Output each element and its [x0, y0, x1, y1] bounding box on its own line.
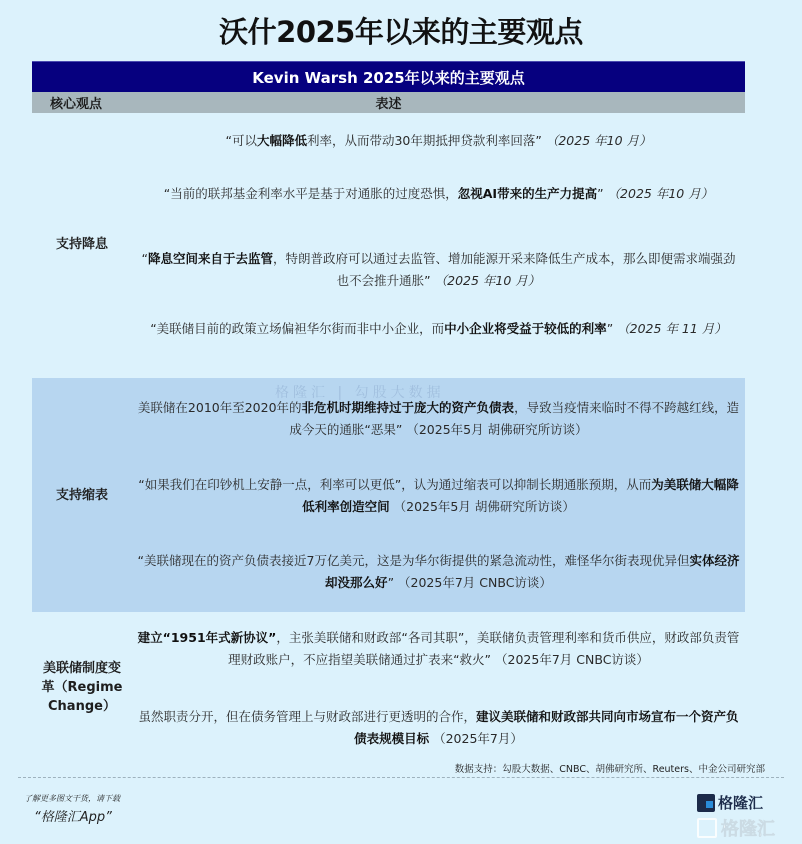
- statement-highlight: 中小企业将受益于较低的利率: [444, 321, 607, 336]
- statement-date: （2025年7月 CNBC访谈）: [398, 575, 552, 590]
- data-source-note: 数据支持：勾股大数据、CNBC、胡佛研究所、Reuters、中金公司研究部: [454, 764, 765, 775]
- statement-date: （2025 年 11 月）: [617, 321, 727, 336]
- statement-item: 美联储在2010年至2020年的非危机时期维持过于庞大的资产负债表，导致当疫情来临时不得不跨越红线，造成今天的通胀“恶果” （2025年5月 胡佛研究所访谈）: [137, 400, 740, 437]
- statement-item: 建立“1951年式新协议”，主张美联储和财政部“各司其职”，美联储负责管理利率和货币供应，财政部负责管理财政账户，不应指望美联储通过扩表来“救火” （2025年7月 CNBC访谈）: [137, 630, 740, 667]
- background-watermark: 格隆汇 | 勾股大数据: [275, 385, 445, 401]
- statement-item: 虽然职责分开，但在债务管理上与财政部进行更透明的合作，建议美联储和财政部共同向市场宣布一个资产负债表规模目标 （2025年7月）: [138, 709, 739, 746]
- section-support-rate-cut: [32, 113, 745, 378]
- statement-highlight: 降息空间来自于去监管: [147, 251, 273, 266]
- watermark-text: 格隆汇: [721, 819, 775, 840]
- watermark-g-icon: [697, 818, 717, 838]
- logo-g-icon: [697, 794, 715, 812]
- statement-item: “美联储现在的资产负债表接近7万亿美元，这是为华尔街提供的紧急流动性，难怪华尔街表现优异但实体经济却没那么好” （2025年7月 CNBC访谈）: [137, 553, 740, 590]
- section-label: 美联储制度变革（Regime Change）: [41, 661, 123, 714]
- statement-item: “降息空间来自于去监管，特朗普政府可以通过去监管、增加能源开采来降低生产成本，那么即便需求端强劲也不会推升通胀” （2025 年10 月）: [141, 251, 736, 288]
- statement-date: （2025年7月）: [433, 731, 523, 746]
- statement-highlight: 建立“1951年式新协议”: [137, 630, 277, 645]
- footer-divider: [18, 777, 784, 778]
- section-label: 支持缩表: [55, 488, 108, 503]
- views-table: [32, 61, 745, 113]
- logo-text: 格隆汇: [718, 794, 764, 812]
- statement-date: （2025 年10 月）: [545, 133, 652, 148]
- statement-date: （2025 年10 月）: [434, 273, 541, 288]
- statement-highlight: 大幅降低: [256, 133, 307, 148]
- statement-highlight: 非危机时期维持过于庞大的资产负债表: [301, 400, 515, 415]
- column-header-row: [32, 92, 745, 113]
- statement-date: （2025年5月 胡佛研究所访谈）: [406, 422, 588, 437]
- table-header: Kevin Warsh 2025年以来的主要观点: [32, 61, 745, 92]
- section-regime-change: [32, 612, 745, 752]
- statement-item: “可以大幅降低利率，从而带动30年期抵押贷款利率回落” （2025 年10 月）: [225, 133, 652, 148]
- statement-date: （2025年7月 CNBC访谈）: [495, 652, 649, 667]
- statement-highlight: 忽视AI带来的生产力提高: [457, 186, 598, 201]
- statement-item: “当前的联邦基金利率水平是基于对通胀的过度恐惧，忽视AI带来的生产力提高” （2025 年10 月）: [163, 186, 714, 201]
- app-promo-name: “格隆汇App”: [34, 810, 112, 825]
- statement-highlight: 为美联储大幅降低利率创造空间: [302, 477, 739, 514]
- page-title: 沃什2025年以来的主要观点: [219, 15, 583, 49]
- app-promo-line: 了解更多图文干货，请下载: [24, 794, 120, 803]
- logo-watermark: [697, 815, 797, 841]
- statement-date: （2025 年10 月）: [607, 186, 714, 201]
- statement-highlight: 实体经济却没那么好: [325, 553, 740, 590]
- statement-item: “美联储目前的政策立场偏袒华尔街而非中小企业，而中小企业将受益于较低的利率” （2025 年 11 月）: [150, 321, 727, 336]
- column-header-statement: 表述: [375, 97, 402, 112]
- column-header-core-view: 核心观点: [50, 97, 103, 112]
- section-support-balance-sheet-reduction: [32, 378, 745, 612]
- statement-item: “如果我们在印钞机上安静一点，利率可以更低”，认为通过缩表可以抑制长期通胀预期，从而为美联储大幅降低利率创造空间 （2025年5月 胡佛研究所访谈）: [138, 477, 739, 514]
- statement-date: （2025年5月 胡佛研究所访谈）: [393, 499, 575, 514]
- statement-highlight: 建议美联储和财政部共同向市场宣布一个资产负债表规模目标: [354, 709, 739, 746]
- gelonghui-logo: [697, 792, 797, 838]
- section-label: 支持降息: [55, 237, 108, 252]
